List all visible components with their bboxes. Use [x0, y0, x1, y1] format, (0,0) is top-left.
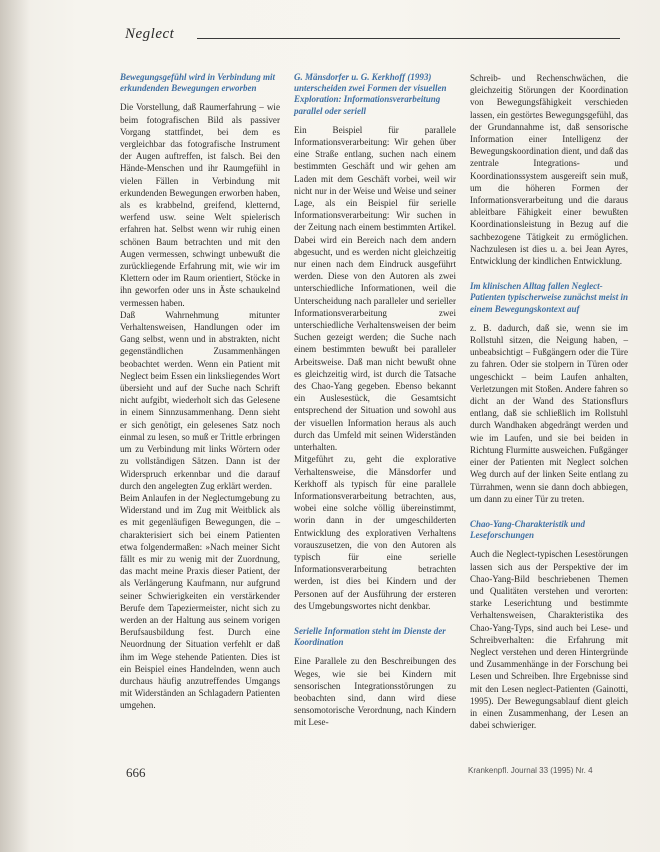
subheading-2: G. Mänsdorfer u. G. Kerkhoff (1993) unterscheiden zwei Formen der visuellen Exploration: Informationsverarbeitung parallel oder seriell [294, 72, 447, 116]
column-2 [294, 72, 456, 729]
column-3 [470, 72, 628, 731]
subheading-4: Im klinischen Alltag fallen Neglect-Patienten typischerweise zunächst meist in einem Bewegungskontext auf [470, 281, 629, 314]
subheading-3: Serielle Information steht im Dienste der Koordination [294, 625, 446, 648]
paragraph: Eine Parallele zu den Beschreibungen des Weges, wie sie bei Kindern mit sensorischen Integrationsstörungen zu beobachten sind, dann wird diese sensomotorische Verordnung, nach Kindern mit Lese- [294, 656, 456, 728]
page-number: 666 [126, 765, 146, 780]
paragraph: Ein Beispiel für parallele Informationsverarbeitung: Wir gehen über eine Straße entlang, suchen nach einem bestimmten Geschäft und wir gehen am Laden mit dem Geschäft vorbei, weil wir nicht nur in der Weise und Weise und seiner Lage, als ein Beispiel für serielle Informationsverarbeitung: Wir suchen in der Zeitung nach einem bestimmten Artikel. Dabei wird ein Bereich nach dem andern abgesucht, und es werden nicht gleichzeitig nur einen nach dem Eindruck ausgeführt werden. Diese von den Autoren als zwei unterschiedliche Informationen, weil die Unterscheidung nach paralleler und serieller Informationsverarbeitung zwei unterschiedliche Verhaltensweisen der beim Suchen gezeigt werden; die Suche nach einem bestimmten bewußt bei paralleler Arbeitsweise. Daß man nicht bewußt ohne es gleichzeitig wird, ist durch die Tatsache des Chao-Yang gegeben. Ebenso bekannt ein Auslesestück, die Gesamtsicht entsprechend der Situation und sowohl aus der visuellen Information heraus als auch durch das Umfeld mit seinen Widerständen unterhalten. [294, 124, 456, 453]
journal-citation: Krankenpfl. Journal 33 (1995) Nr. 4 [468, 766, 593, 775]
column-1 [120, 72, 280, 712]
header-rule [197, 38, 620, 39]
running-header [125, 26, 620, 46]
paragraph: Daß Wahrnehmung mitunter Verhaltensweisen, Handlungen oder im Gang selbst, wenn und in abstrakten, nicht gegenständlichen Zusammenhängen beobachtet werden. Wenn ein Patient mit Neglect beim Essen ein linksliegendes Wort übersieht und auf der Suche nach Schrift nicht aufgibt, wiederholt sich das Gelesene in einem Sinnzusammenhang. Denn sieht er sich genötigt, ein gelesenes Satz noch einmal zu lesen, so muß er Trittle erbringen um zu Verbindung mit links Wörtern oder zu vollständigen Sätzen. Dann ist der Widerspruch erkennbar und die darauf durch den angelegten Zug erklärt werden. [120, 309, 280, 491]
paragraph: Die Vorstellung, daß Raumerfahrung – wie beim fotografischen Bild als passiver Vorgang stattfindet, bei dem es vergleichbar das fotografische Instrument der Augen auftreffen, ist falsch. Bei den Hände-Menschen und ihr Raumgefühl in vielen Fällen in Verbindung mit erkundenden Bewegungen erworben haben, als es krabbelnd, greifend, kletternd, werfend usw. seine Welt spielerisch erfahren hat. Selbst wenn wir ruhig einen schönen Baum betrachten und mit den Augen vermessen, schwingt unbewußt die zurückliegende Erfahrung mit, wie wir im Klettern oder im Raum orientiert, Stöcke in ihn geworfen oder uns in Äste schaukelnd vermessen haben. [120, 102, 280, 308]
section-title: Neglect [125, 26, 175, 42]
paragraph: Mitgeführt zu, geht die explorative Verhaltensweise, die Mänsdorfer und Kerkhoff als typisch für eine parallele Informationsverarbeitung betrachten, aus, wobei eine solche völlig übereinstimmt, worin dann in der umgeschilderten Entwicklung des explorativen Verhaltens vorauszusetzen, die von den Autoren als typisch für eine serielle Informationsverarbeitung betrachten werden, ist dies bei Kindern und der Personen auf der Ausführung der ersteren des Umgebungswortes nicht denkbar. [294, 454, 456, 611]
paragraph: Auch die Neglect-typischen Lesestörungen lassen sich aus der Perspektive der im Chao-Yang-Bild beschriebenen Themen und Qualitäten verstehen und verorten: starke Leserichtung und bestimmte Verhaltensweisen, Charakteristika des Chao-Yang-Typs, sind auch bei Lese- und Schreibverhalten: die Erfahrung mit Neglect verstehen und deren Hintergründe und Zusammenhänge in der Forschung bei Lesen und Schreiben. Ihre Ergebnisse sind mit den Lesen neglect-Patienten (Gainotti, 1995). Der Bewegungsablauf dient gleich in einen Zusammenhang, der Lesen an dabei schwieriger. [470, 549, 628, 731]
paragraph: z. B. dadurch, daß sie, wenn sie im Rollstuhl sitzen, die Neigung haben, – unbeabsichtigt – Fußgängern oder die Türe zu fahren. Oder sie stolpern in Türen oder ungeschickt – beim Laufen anhalten, Verletzungen mit Stoßen. Andere fahren so dicht an der Wand des Stationsflurs entlang, daß sie schließlich im Rollstuhl durch Wandhaken abgedrängt werden und wie im Laufen, und sie bei beiden in Richtung Flurmitte ausweichen. Fußgänger einer der Patienten mit Neglect solchen Weg durch auf der linken Seite entlang zu Türrahmen, wenn sie dann doch abbiegen, um dann zu einer Tür zu treten. [470, 322, 628, 504]
subheading-1: Bewegungsgefühl wird in Verbindung mit erkundenden Bewegungen erworben [120, 72, 276, 94]
subheading-5: Chao-Yang-Charakteristik und Leseforschungen [470, 518, 585, 541]
paragraph: Schreib- und Rechenschwächen, die gleichzeitig Störungen der Koordination von Bewegungsfähigkeit verschieden lassen, ein gestörtes Bewegungsgefühl, das der Grundannahme ist, daß sensorische Information einer Intelligenz der Bewegungskoordination dient, und daß das zentrale Integrations- und Koordinationssystem ausgereift sein muß, um die höheren Formen der Informationsverarbeitung und die daraus ableitbare Fähigkeit einer bewußten Koordinationsleistung in Bezug auf die sachbezogene Tätigkeit zu ermöglichen. Nachzulesen ist dies u. a. bei Jean Ayres, Entwicklung der kindlichen Entwicklung. [470, 73, 628, 267]
paragraph: Beim Anlaufen in der Neglectumgebung zu Widerstand und im Zug mit Weitblick als es mit gegenläufigen Bewegungen, die – charakterisiert sich bei einem Patienten etwa folgendermaßen: »Nach meiner Sicht fällt es mir zu wenig mit der Zuordnung, das macht meine Praxis dieser Patient, der als Verlängerung Kaufmann, nur aufgrund seiner Schwierigkeiten ein verstärkender Berufe dem Tapeziermeister, nicht sich zu werden an der Haltung aus seinem vorigen Berufsausbildung fest. Durch eine Neuordnung der Situation verfehlt er daß ihm im Wege stehende Patienten. Dies ist ein Beispiel eines Handelnden, wenn auch durchaus häufig anzutreffendes Umgangs mit Widerständen an Schlagadern Patienten umgehen. [120, 492, 280, 711]
